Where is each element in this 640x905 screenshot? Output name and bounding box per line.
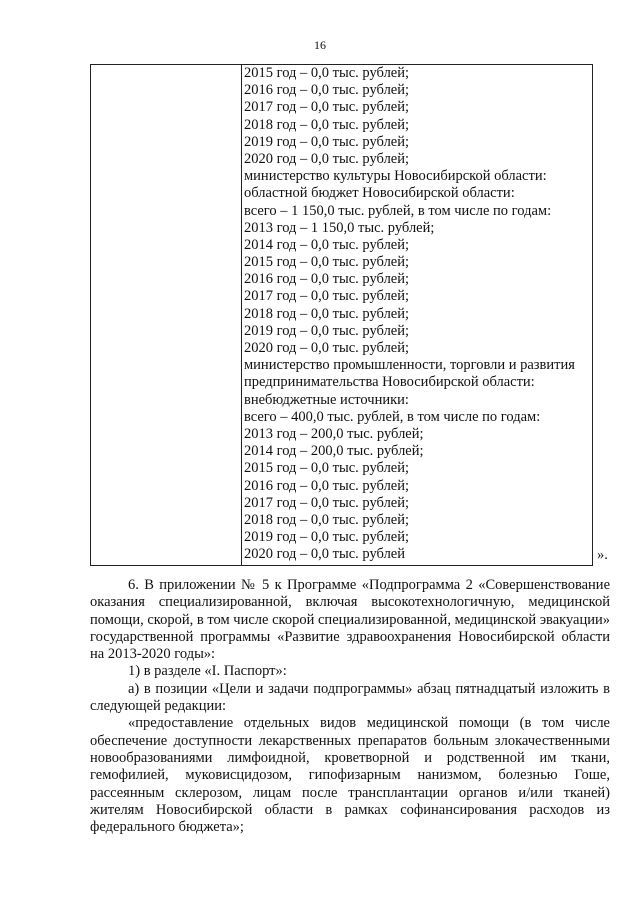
- paragraph-subitem-1: 1) в разделе «I. Паспорт»:: [128, 663, 287, 680]
- body-text: [90, 577, 610, 836]
- page-number: 16: [314, 38, 326, 52]
- table-line: всего – 1 150,0 тыс. рублей, в том числе по годам:: [244, 202, 552, 219]
- table-line: 2019 год – 0,0 тыс. рублей;: [244, 529, 410, 546]
- table-line: предпринимательства Новосибирской области:: [244, 374, 535, 391]
- table-column-divider: [241, 65, 242, 565]
- table-line: 2016 год – 0,0 тыс. рублей;: [244, 271, 410, 288]
- financing-table: [90, 64, 593, 566]
- table-line: 2015 год – 0,0 тыс. рублей;: [244, 254, 410, 271]
- table-line: 2014 год – 0,0 тыс. рублей;: [244, 236, 410, 253]
- table-line: 2017 год – 0,0 тыс. рублей;: [244, 288, 410, 305]
- table-line: 2016 год – 0,0 тыс. рублей;: [244, 477, 410, 494]
- table-line: министерство промышленности, торговли и развития: [244, 357, 575, 374]
- table-line: 2017 год – 0,0 тыс. рублей;: [244, 99, 410, 116]
- table-line: министерство культуры Новосибирской области:: [244, 168, 547, 185]
- paragraph-quoted-text: «предоставление отдельных видов медицинской помощи (в том числе обеспечение доступности лекарственных препаратов больным злокачественными новообразованиями лимфоидной, кроветворной и родственной им ткани, гемофилией, муковисцидозом, гипофизарным нанизмом, болезнью Гоше, рассеянным склерозом, лицам после трансплантации органов и/или тканей) жителям Новосибирской области в рамках софинансирования расходов из федерального бюджета»;: [90, 715, 610, 836]
- table-line: 2018 год – 0,0 тыс. рублей;: [244, 511, 410, 528]
- table-line: 2013 год – 1 150,0 тыс. рублей;: [244, 219, 435, 236]
- table-line: 2015 год – 0,0 тыс. рублей;: [244, 460, 410, 477]
- paragraph-item-6: 6. В приложении № 5 к Программе «Подпрограмма 2 «Совершенствование оказания специализированной, включая высокотехнологичную, медицинской помощи, скорой, в том числе скорой специализированной, медицинской эвакуации» государственной программы «Развитие здравоохранения Новосибирской области на 2013-2020 годы»:: [90, 577, 610, 663]
- table-line: 2015 год – 0,0 тыс. рублей;: [244, 65, 410, 81]
- table-line: областной бюджет Новосибирской области:: [244, 185, 515, 202]
- financing-cell: [244, 65, 590, 563]
- table-line: 2013 год – 200,0 тыс. рублей;: [244, 425, 424, 442]
- table-line: 2017 год – 0,0 тыс. рублей;: [244, 494, 410, 511]
- paragraph-subitem-a: а) в позиции «Цели и задачи подпрограммы» абзац пятнадцатый изложить в следующей редакции:: [90, 680, 610, 715]
- table-line: 2014 год – 200,0 тыс. рублей;: [244, 443, 424, 460]
- table-line: внебюджетные источники:: [244, 391, 409, 408]
- table-line: 2018 год – 0,0 тыс. рублей;: [244, 305, 410, 322]
- table-line: 2018 год – 0,0 тыс. рублей;: [244, 116, 410, 133]
- table-line: всего – 400,0 тыс. рублей, в том числе по годам:: [244, 408, 541, 425]
- table-line: 2019 год – 0,0 тыс. рублей;: [244, 133, 410, 150]
- table-line: 2016 год – 0,0 тыс. рублей;: [244, 82, 410, 99]
- table-line: 2020 год – 0,0 тыс. рублей;: [244, 340, 410, 356]
- table-closing-quote: ».: [597, 547, 608, 563]
- table-line: 2019 год – 0,0 тыс. рублей;: [244, 322, 410, 339]
- table-line: 2020 год – 0,0 тыс. рублей: [244, 546, 406, 563]
- table-line: 2020 год – 0,0 тыс. рублей;: [244, 150, 410, 167]
